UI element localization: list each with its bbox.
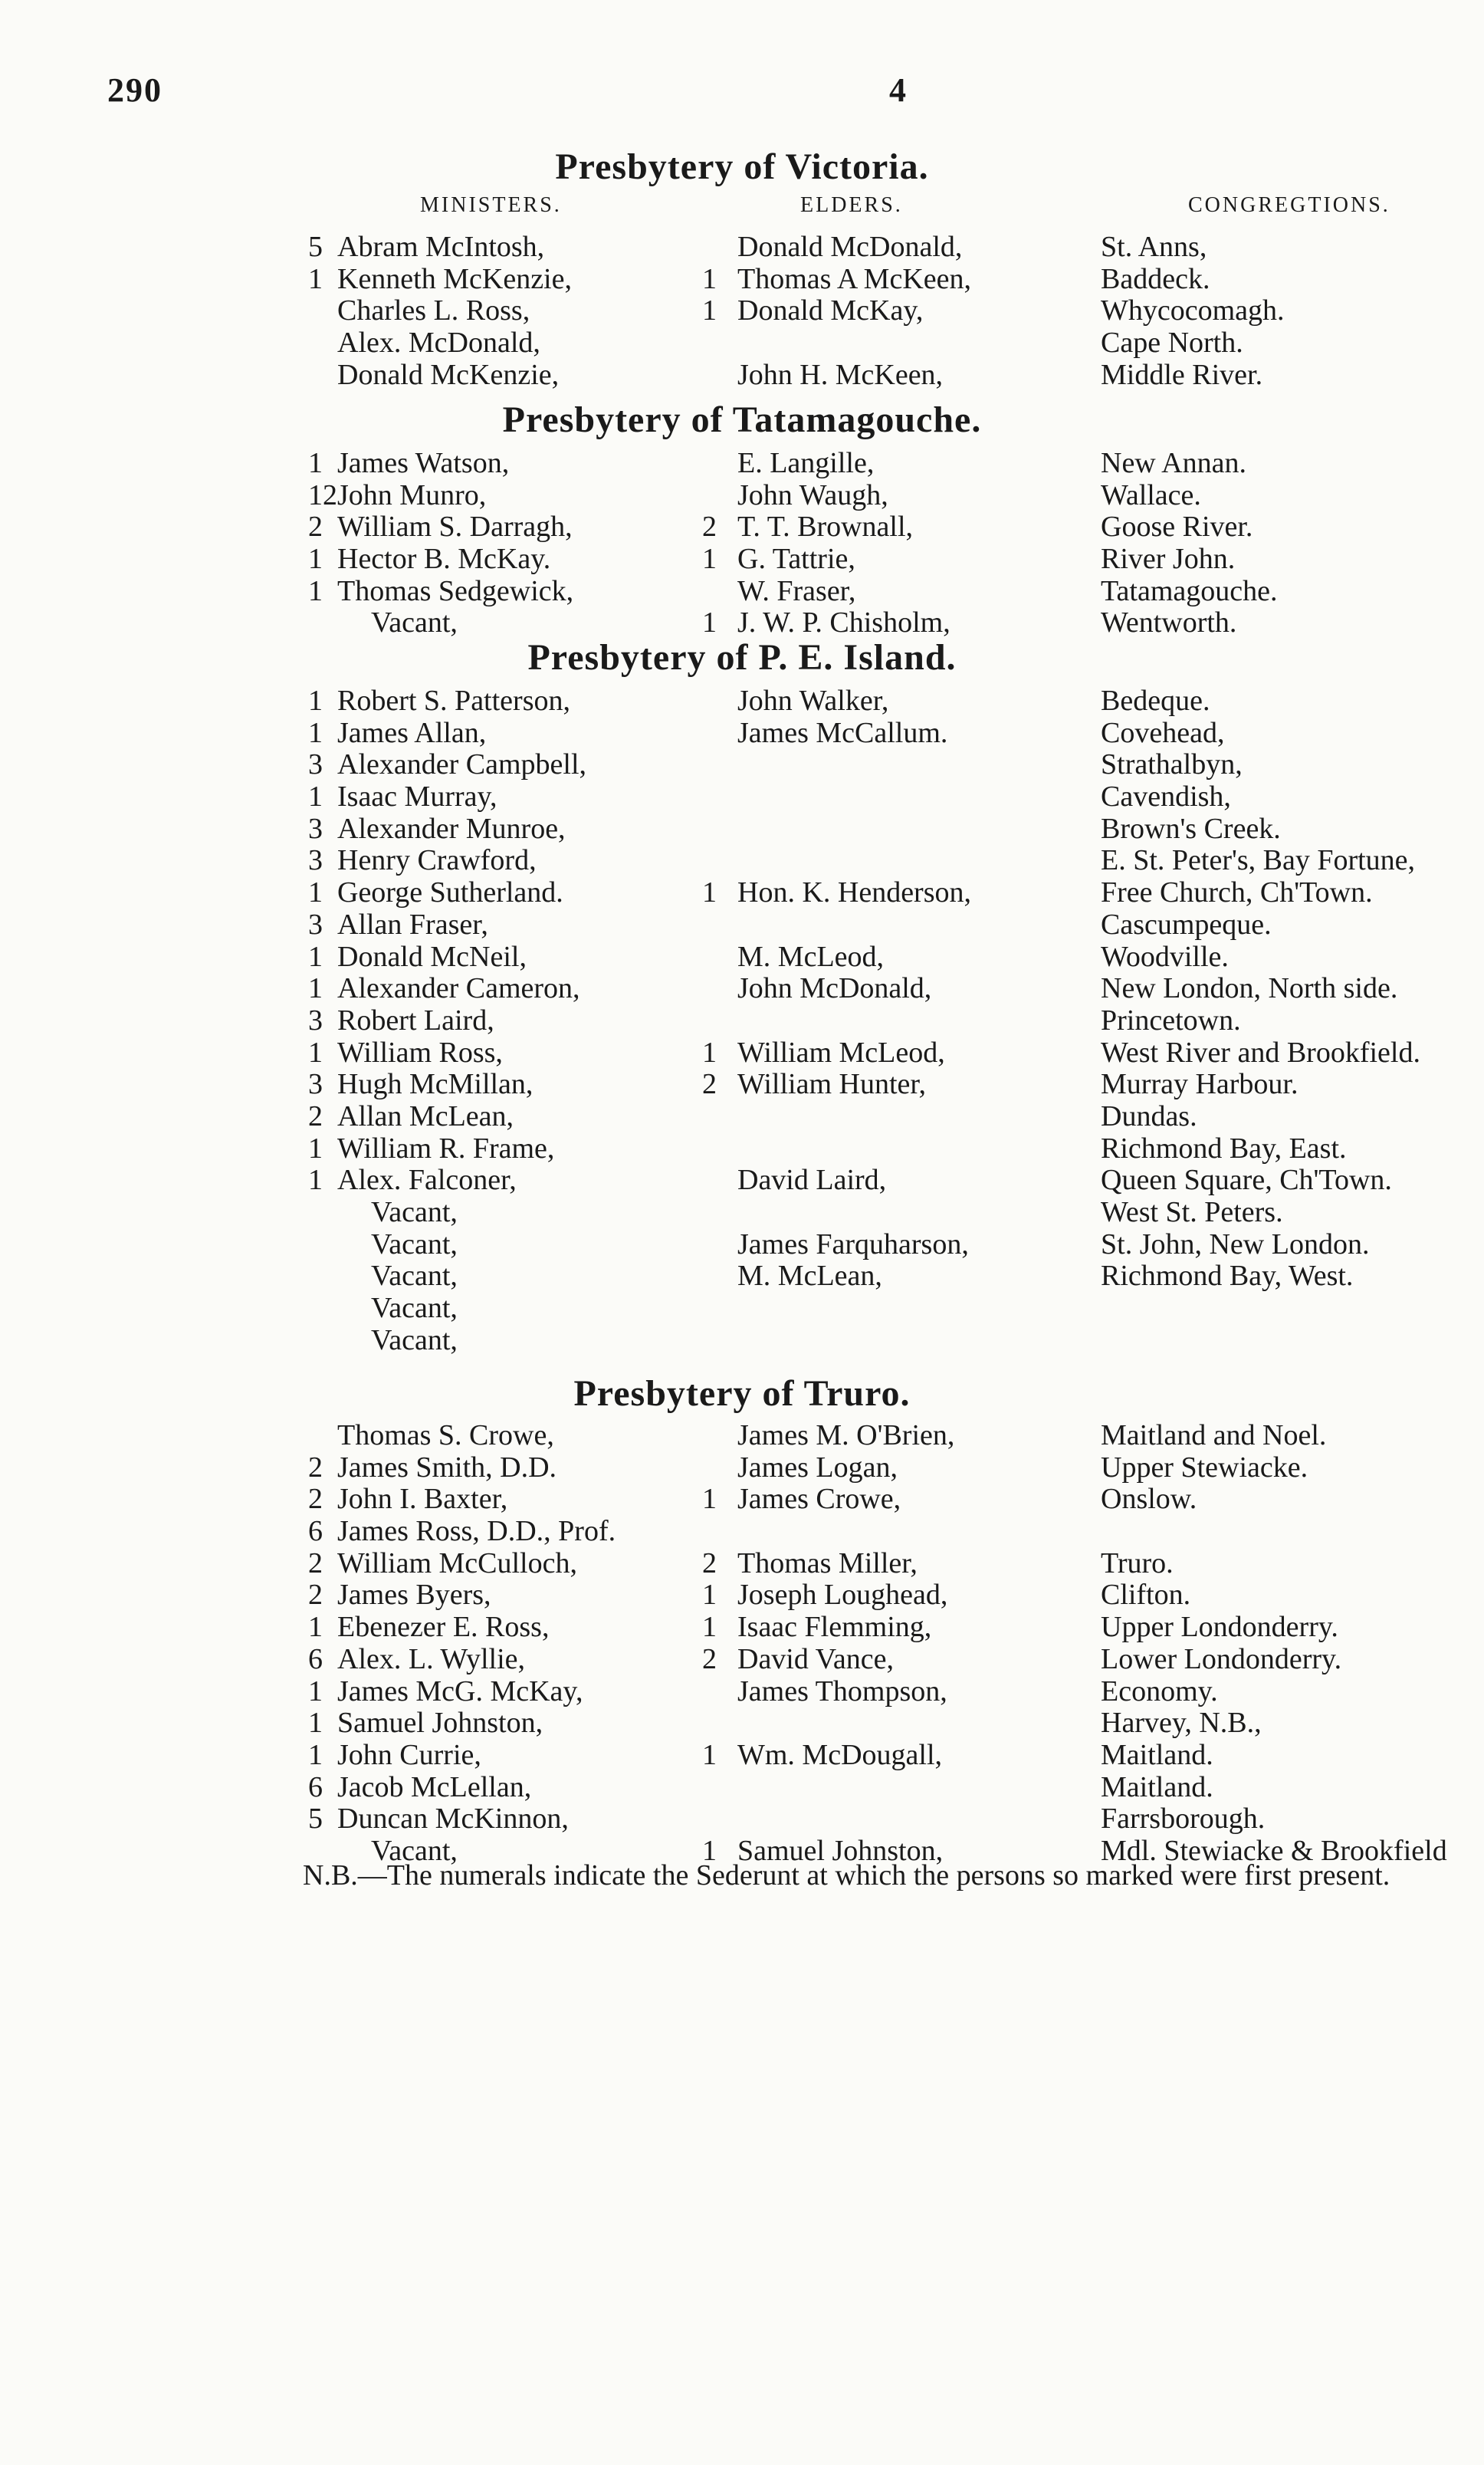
minister-name: James Ross, D.D., Prof. xyxy=(337,1515,616,1548)
table-row xyxy=(0,294,1484,326)
minister-sederunt: 12 xyxy=(308,478,337,511)
minister-sederunt: 3 xyxy=(308,908,323,941)
elder-name: William McLeod, xyxy=(737,1036,945,1069)
elder-sederunt: 1 xyxy=(702,1036,717,1069)
elder-sederunt: 1 xyxy=(702,543,717,576)
congregation-name: Upper Stewiacke. xyxy=(1101,1451,1308,1484)
table-row xyxy=(0,1514,1484,1546)
minister-name: Vacant, xyxy=(371,1260,458,1293)
table-row xyxy=(0,1482,1484,1514)
minister-name: Kenneth McKenzie, xyxy=(337,262,572,295)
congregation-name: Middle River. xyxy=(1101,358,1263,391)
elder-sederunt: 2 xyxy=(702,1642,717,1675)
table-row xyxy=(0,812,1484,844)
congregation-name: Goose River. xyxy=(1101,511,1253,544)
elder-sederunt: 1 xyxy=(702,1834,717,1867)
elder-name: John H. McKeen, xyxy=(737,358,944,391)
table-row xyxy=(0,1228,1484,1260)
minister-sederunt: 1 xyxy=(308,1675,323,1707)
congregation-name: Dundas. xyxy=(1101,1099,1197,1132)
congregation-name: St. Anns, xyxy=(1101,231,1207,263)
section-rows-tatamagouche xyxy=(0,446,1484,638)
elder-name: James McCallum. xyxy=(737,716,948,749)
minister-name: James Byers, xyxy=(337,1579,491,1612)
table-row xyxy=(0,1642,1484,1675)
section-rows-pei xyxy=(0,684,1484,1355)
minister-name: John I. Baxter, xyxy=(337,1483,508,1516)
minister-name: Jacob McLellan, xyxy=(337,1770,532,1803)
elder-name: William Hunter, xyxy=(737,1068,926,1101)
elder-sederunt: 1 xyxy=(702,1579,717,1612)
congregation-name: Maitland. xyxy=(1101,1738,1213,1771)
congregation-name: Cavendish, xyxy=(1101,781,1231,813)
congregation-name: New London, North side. xyxy=(1101,972,1398,1005)
congregation-name: Woodville. xyxy=(1101,940,1229,973)
congregation-name: River John. xyxy=(1101,543,1236,576)
minister-name: Alexander Munroe, xyxy=(337,812,566,845)
table-row xyxy=(0,1802,1484,1834)
congregation-name: Queen Square, Ch'Town. xyxy=(1101,1164,1392,1197)
congregation-name: Cape North. xyxy=(1101,327,1243,360)
elder-sederunt: 1 xyxy=(702,262,717,295)
table-row xyxy=(0,262,1484,294)
table-row xyxy=(0,1610,1484,1642)
elder-name: W. Fraser, xyxy=(737,574,856,607)
congregation-name: Cascumpeque. xyxy=(1101,908,1272,941)
minister-name: James Watson, xyxy=(337,447,510,479)
minister-name: Thomas Sedgewick, xyxy=(337,574,574,607)
minister-name: Alexander Cameron, xyxy=(337,972,580,1005)
table-row xyxy=(0,510,1484,542)
minister-sederunt: 5 xyxy=(308,231,323,263)
column-headers xyxy=(0,193,1484,221)
congregation-name: Murray Harbour. xyxy=(1101,1068,1298,1101)
congregation-name: Economy. xyxy=(1101,1675,1218,1707)
minister-name: Vacant, xyxy=(371,1834,458,1867)
elder-name: T. T. Brownall, xyxy=(737,511,914,544)
congregation-name: Tatamagouche. xyxy=(1101,574,1278,607)
congregation-name: E. St. Peter's, Bay Fortune, xyxy=(1101,844,1416,877)
minister-sederunt: 1 xyxy=(308,543,323,576)
minister-name: Isaac Murray, xyxy=(337,781,497,813)
elder-name: David Laird, xyxy=(737,1164,887,1197)
congregation-name: West River and Brookfield. xyxy=(1101,1036,1420,1069)
minister-name: John Munro, xyxy=(337,478,487,511)
table-row xyxy=(0,358,1484,390)
congregation-name: Baddeck. xyxy=(1101,262,1210,295)
table-row xyxy=(0,326,1484,358)
minister-sederunt: 1 xyxy=(308,876,323,909)
congregation-name: Clifton. xyxy=(1101,1579,1191,1612)
minister-name: Thomas S. Crowe, xyxy=(337,1419,554,1451)
minister-sederunt: 1 xyxy=(308,781,323,813)
minister-name: James Smith, D.D. xyxy=(337,1451,557,1484)
elder-name: James Thompson, xyxy=(737,1675,947,1707)
table-row xyxy=(0,606,1484,638)
congregation-name: Farrsborough. xyxy=(1101,1803,1266,1836)
section-title-victoria: Presbytery of Victoria. xyxy=(555,146,929,187)
minister-sederunt: 3 xyxy=(308,1068,323,1101)
table-row xyxy=(0,908,1484,940)
minister-name: Abram McIntosh, xyxy=(337,231,545,263)
congregation-name: Bedeque. xyxy=(1101,685,1210,717)
congregation-name: Richmond Bay, West. xyxy=(1101,1260,1354,1293)
congregation-name: Free Church, Ch'Town. xyxy=(1101,876,1373,909)
congregation-name: Wallace. xyxy=(1101,478,1201,511)
minister-sederunt: 2 xyxy=(308,1546,323,1579)
minister-name: Alex. McDonald, xyxy=(337,327,540,360)
minister-sederunt: 1 xyxy=(308,940,323,973)
elder-name: Samuel Johnston, xyxy=(737,1834,944,1867)
elder-name: John Waugh, xyxy=(737,478,888,511)
congregation-name: Onslow. xyxy=(1101,1483,1197,1516)
minister-name: Vacant, xyxy=(371,606,458,639)
page-number: 290 xyxy=(107,71,163,109)
table-row xyxy=(0,684,1484,716)
minister-name: Ebenezer E. Ross, xyxy=(337,1611,550,1644)
minister-name: Donald McKenzie, xyxy=(337,358,560,391)
elder-name: Donald McKay, xyxy=(737,294,924,327)
minister-sederunt: 2 xyxy=(308,511,323,544)
table-row xyxy=(0,1451,1484,1483)
elder-name: J. W. P. Chisholm, xyxy=(737,606,950,639)
minister-sederunt: 1 xyxy=(308,1132,323,1165)
congregation-name: Upper Londonderry. xyxy=(1101,1611,1338,1644)
minister-sederunt: 2 xyxy=(308,1483,323,1516)
section-rows-truro xyxy=(0,1418,1484,1866)
table-row xyxy=(0,716,1484,748)
congregation-name: Wentworth. xyxy=(1101,606,1237,639)
table-row xyxy=(0,1418,1484,1451)
ministers-header: MINISTERS. xyxy=(420,193,562,217)
elder-name: James M. O'Brien, xyxy=(737,1419,955,1451)
page-header xyxy=(0,71,1484,117)
minister-name: Allan Fraser, xyxy=(337,908,488,941)
minister-sederunt: 2 xyxy=(308,1451,323,1484)
minister-name: William McCulloch, xyxy=(337,1546,577,1579)
minister-sederunt: 3 xyxy=(308,748,323,781)
table-row xyxy=(0,1738,1484,1770)
table-row xyxy=(0,1195,1484,1228)
minister-name: Donald McNeil, xyxy=(337,940,527,973)
section-title-pei: Presbytery of P. E. Island. xyxy=(527,637,957,678)
table-row xyxy=(0,748,1484,780)
elder-name: Hon. K. Henderson, xyxy=(737,876,972,909)
table-row xyxy=(0,1706,1484,1738)
elder-name: M. McLean, xyxy=(737,1260,882,1293)
congregation-name: Harvey, N.B., xyxy=(1101,1707,1262,1740)
minister-name: Charles L. Ross, xyxy=(337,294,530,327)
elder-name: Wm. McDougall, xyxy=(737,1738,943,1771)
congregation-name: Strathalbyn, xyxy=(1101,748,1243,781)
section-title-tatamagouche: Presbytery of Tatamagouche. xyxy=(502,399,982,440)
table-row xyxy=(0,1770,1484,1803)
section-rows-victoria xyxy=(0,230,1484,389)
congregation-name: West St. Peters. xyxy=(1101,1196,1283,1228)
minister-name: Allan McLean, xyxy=(337,1099,514,1132)
minister-sederunt: 1 xyxy=(308,972,323,1005)
minister-name: Samuel Johnston, xyxy=(337,1707,543,1740)
elder-sederunt: 2 xyxy=(702,511,717,544)
minister-sederunt: 5 xyxy=(308,1803,323,1836)
minister-sederunt: 1 xyxy=(308,716,323,749)
minister-name: Hector B. McKay. xyxy=(337,543,551,576)
elder-name: M. McLeod, xyxy=(737,940,885,973)
minister-name: William R. Frame, xyxy=(337,1132,555,1165)
minister-name: Alex. L. Wyllie, xyxy=(337,1642,526,1675)
minister-name: John Currie, xyxy=(337,1738,481,1771)
elder-name: David Vance, xyxy=(737,1642,895,1675)
minister-name: Robert Laird, xyxy=(337,1004,494,1037)
table-row xyxy=(0,1132,1484,1164)
table-row xyxy=(0,1163,1484,1195)
elder-sederunt: 1 xyxy=(702,1738,717,1771)
congregation-name: Princetown. xyxy=(1101,1004,1241,1037)
elder-name: James Logan, xyxy=(737,1451,898,1484)
minister-sederunt: 2 xyxy=(308,1099,323,1132)
minister-name: Vacant, xyxy=(371,1228,458,1260)
elder-name: G. Tattrie, xyxy=(737,543,855,576)
elder-name: Joseph Loughead, xyxy=(737,1579,948,1612)
table-row xyxy=(0,1546,1484,1579)
elder-name: E. Langille, xyxy=(737,447,875,479)
table-row xyxy=(0,574,1484,606)
elder-sederunt: 1 xyxy=(702,1483,717,1516)
table-row xyxy=(0,1067,1484,1099)
minister-name: Vacant, xyxy=(371,1196,458,1228)
table-row xyxy=(0,1675,1484,1707)
elder-sederunt: 2 xyxy=(702,1068,717,1101)
minister-sederunt: 6 xyxy=(308,1515,323,1548)
elder-name: Isaac Flemming, xyxy=(737,1611,932,1644)
minister-name: William S. Darragh, xyxy=(337,511,573,544)
minister-sederunt: 1 xyxy=(308,1707,323,1740)
table-row xyxy=(0,1099,1484,1132)
table-row xyxy=(0,230,1484,262)
elder-sederunt: 1 xyxy=(702,606,717,639)
minister-sederunt: 1 xyxy=(308,1164,323,1197)
table-row xyxy=(0,843,1484,876)
table-row xyxy=(0,1004,1484,1036)
minister-name: Vacant, xyxy=(371,1292,458,1325)
minister-sederunt: 3 xyxy=(308,1004,323,1037)
table-row xyxy=(0,446,1484,478)
minister-name: William Ross, xyxy=(337,1036,503,1069)
elder-name: John McDonald, xyxy=(737,972,932,1005)
minister-name: Hugh McMillan, xyxy=(337,1068,534,1101)
minister-sederunt: 1 xyxy=(308,447,323,479)
congregation-name: Lower Londonderry. xyxy=(1101,1642,1342,1675)
table-row xyxy=(0,940,1484,972)
minister-sederunt: 6 xyxy=(308,1770,323,1803)
table-row xyxy=(0,876,1484,908)
elder-name: James Farquharson, xyxy=(737,1228,969,1260)
minister-name: Robert S. Patterson, xyxy=(337,685,570,717)
elder-sederunt: 2 xyxy=(702,1546,717,1579)
table-row xyxy=(0,971,1484,1004)
elder-sederunt: 1 xyxy=(702,1611,717,1644)
congregation-name: Richmond Bay, East. xyxy=(1101,1132,1347,1165)
elder-name: Donald McDonald, xyxy=(737,231,963,263)
congregation-name: St. John, New London. xyxy=(1101,1228,1370,1260)
congregation-name: Truro. xyxy=(1101,1546,1174,1579)
minister-sederunt: 1 xyxy=(308,1611,323,1644)
congregation-name: Whycocomagh. xyxy=(1101,294,1285,327)
minister-sederunt: 1 xyxy=(308,685,323,717)
signature-mark: 4 xyxy=(889,71,906,109)
footnote: N.B.—The numerals indicate the Sederunt at which the persons so marked were first present. xyxy=(303,1859,1390,1891)
minister-sederunt: 1 xyxy=(308,1036,323,1069)
minister-name: Henry Crawford, xyxy=(337,844,537,877)
minister-sederunt: 1 xyxy=(308,262,323,295)
elder-name: Thomas Miller, xyxy=(737,1546,918,1579)
minister-sederunt: 1 xyxy=(308,574,323,607)
minister-name: Duncan McKinnon, xyxy=(337,1803,569,1836)
table-row xyxy=(0,1291,1484,1323)
congregation-name: New Annan. xyxy=(1101,447,1246,479)
elder-name: Thomas A McKeen, xyxy=(737,262,972,295)
minister-name: Alexander Campbell, xyxy=(337,748,587,781)
minister-name: George Sutherland. xyxy=(337,876,563,909)
congregations-header: CONGREGTIONS. xyxy=(1188,193,1390,217)
table-row xyxy=(0,1036,1484,1068)
elder-sederunt: 1 xyxy=(702,876,717,909)
table-row xyxy=(0,1259,1484,1291)
table-row xyxy=(0,780,1484,812)
minister-sederunt: 3 xyxy=(308,812,323,845)
minister-sederunt: 6 xyxy=(308,1642,323,1675)
minister-name: Alex. Falconer, xyxy=(337,1164,517,1197)
table-row xyxy=(0,1323,1484,1356)
minister-name: James McG. McKay, xyxy=(337,1675,583,1707)
congregation-name: Maitland. xyxy=(1101,1770,1213,1803)
congregation-name: Covehead, xyxy=(1101,716,1225,749)
congregation-name: Brown's Creek. xyxy=(1101,812,1281,845)
elder-name: John Walker, xyxy=(737,685,889,717)
elder-sederunt: 1 xyxy=(702,294,717,327)
minister-name: Vacant, xyxy=(371,1323,458,1356)
congregation-name: Maitland and Noel. xyxy=(1101,1419,1327,1451)
table-row xyxy=(0,478,1484,511)
table-row xyxy=(0,542,1484,574)
elders-header: ELDERS. xyxy=(800,193,903,217)
minister-sederunt: 2 xyxy=(308,1579,323,1612)
elder-name: James Crowe, xyxy=(737,1483,901,1516)
minister-name: James Allan, xyxy=(337,716,487,749)
table-row xyxy=(0,1578,1484,1610)
minister-sederunt: 3 xyxy=(308,844,323,877)
section-title-truro: Presbytery of Truro. xyxy=(573,1373,911,1414)
congregation-name: Mdl. Stewiacke & Brookfield xyxy=(1101,1834,1447,1867)
minister-sederunt: 1 xyxy=(308,1738,323,1771)
